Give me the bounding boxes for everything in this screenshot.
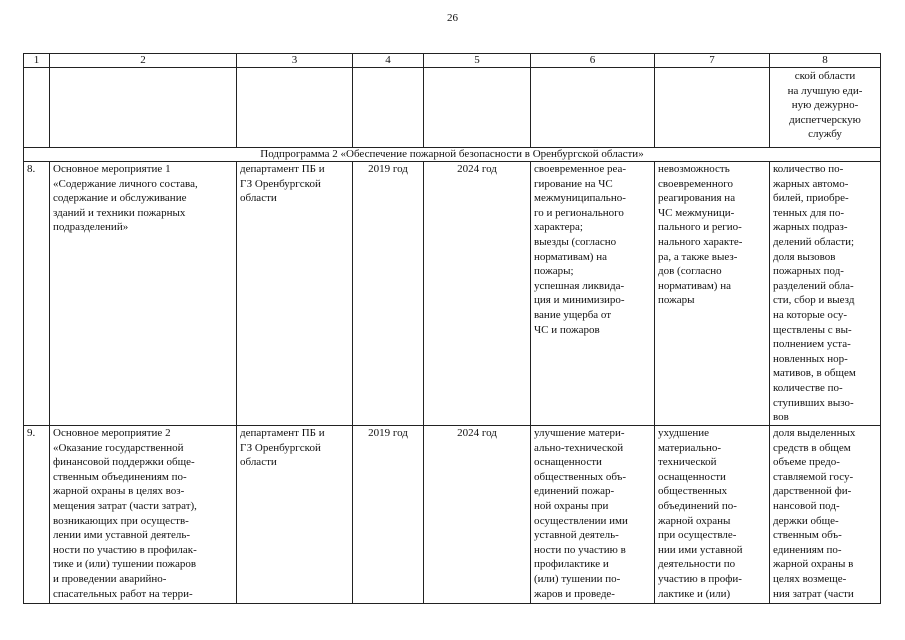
consequences-cell: невозможность своевременного реагирования на ЧС межмуници- пального и регио- нального характе- ра, а также выез- дов (согласно нормативам) на пожары (655, 162, 770, 426)
measure-cell: Основное мероприятие 1 «Содержание личного состава, содержание и обслуживание зданий и техники пожарных подразделений» (50, 162, 237, 426)
row-number: 9. (24, 426, 50, 604)
executor-cell: департамент ПБ и ГЗ Оренбургской области (237, 426, 353, 604)
subprogram-row (24, 148, 881, 162)
indicators-cell: количество по- жарных автомо- билей, приобре- тенных для по- жарных подраз- делений области; доля вызовов пожарных под- разделений обла- сти, сбор и выезд на которые осу- ществлены с вы- полнением уста- новленных нор- мативов, в общем количестве по- ступивших вызо- вов (770, 162, 881, 426)
column-number: 6 (531, 54, 655, 68)
column-number: 1 (24, 54, 50, 68)
result-cell: улучшение матери- ально-технической оснащенности общественных объ- единений пожар- ной охраны при осуществлении ими уставной деятель- ности по участию в профилактике и (или) тушении по- жаров и проведе- (531, 426, 655, 604)
executor-cell: департамент ПБ и ГЗ Оренбургской области (237, 162, 353, 426)
continuation-row (24, 68, 881, 148)
measure-cell: Основное мероприятие 2 «Оказание государственной финансовой поддержки обще- ственным объединениям по- жарной охраны в целях воз- мещения затрат (части затрат), возникающих при осуществ- лении ими уставной деятель- ности по участию в профилак- тике и (или) тушении пожаров и проведении аварийно- спасательных работ на терри- (50, 426, 237, 604)
continuation-indicator-cell: ской области на лучшую еди- ную дежурно- диспетчерскую службу (770, 68, 881, 148)
start-year-cell: 2019 год (353, 426, 424, 604)
page-number: 26 (447, 12, 458, 24)
column-number: 7 (655, 54, 770, 68)
column-number: 4 (353, 54, 424, 68)
consequences-cell: ухудшение материально- технической оснащенности общественных объединений по- жарной охраны при осуществле- нии ими уставной деятельности по участию в профи- лактике и (или) (655, 426, 770, 604)
program-table (23, 53, 881, 604)
indicators-cell: доля выделенных средств в общем объеме предо- ставляемой госу- дарственной фи- нансовой под- держки обще- ственным объ- единениям по- жарной охраны в целях возмеще- ния затрат (части (770, 426, 881, 604)
table-row (24, 162, 881, 426)
column-number-row (24, 54, 881, 68)
column-number: 2 (50, 54, 237, 68)
result-cell: своевременное реа- гирование на ЧС межмуниципально- го и регионального характера; выезды (согласно нормативам) на пожары; успешная ликвида- ция и минимизиро- вание ущерба от ЧС и пожаров (531, 162, 655, 426)
row-number: 8. (24, 162, 50, 426)
column-number: 8 (770, 54, 881, 68)
subprogram-title: Подпрограмма 2 «Обеспечение пожарной безопасности в Оренбургской области» (24, 148, 881, 162)
column-number: 3 (237, 54, 353, 68)
table-row (24, 426, 881, 604)
end-year-cell: 2024 год (424, 426, 531, 604)
end-year-cell: 2024 год (424, 162, 531, 426)
column-number: 5 (424, 54, 531, 68)
start-year-cell: 2019 год (353, 162, 424, 426)
